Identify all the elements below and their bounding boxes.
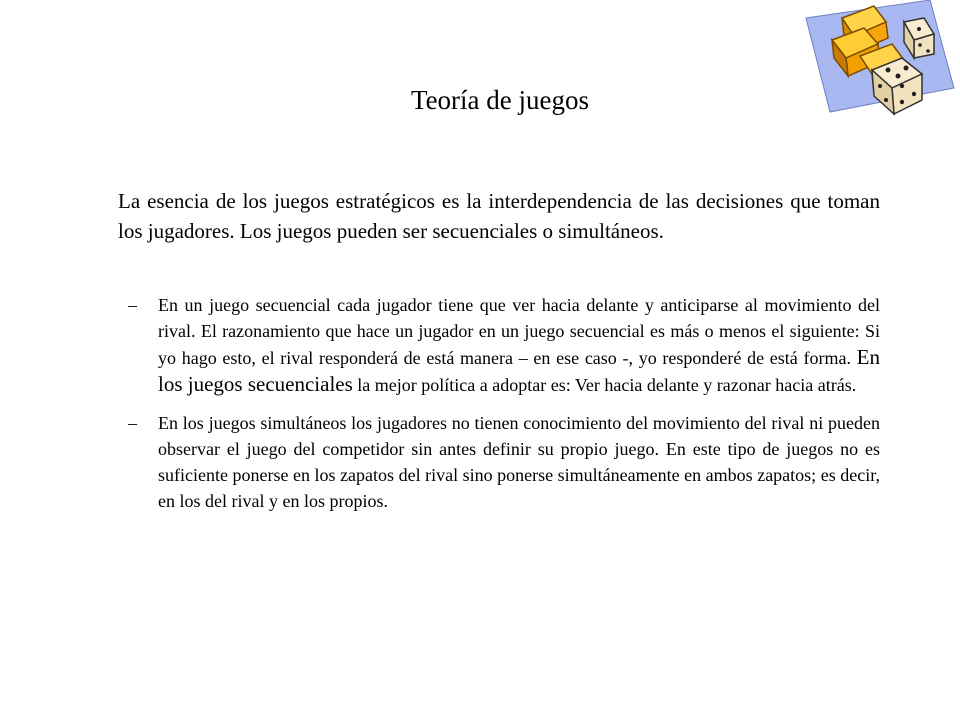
intro-paragraph: La esencia de los juegos estratégicos es la interdependencia de las decisiones que toman los jugadores. Los juegos pueden ser secuenciales o simultáneos. <box>118 189 880 243</box>
bullet-sequential-games <box>128 292 880 398</box>
bullet-list <box>128 292 880 514</box>
bullet-dash: – <box>128 413 137 433</box>
slide-title: Teoría de juegos <box>410 85 590 115</box>
bullet-text-part-2: la mejor política a adoptar es: Ver hacia delante y razonar hacia atrás. <box>352 375 857 395</box>
bullet-dash: – <box>128 295 137 315</box>
bullet-text-part-1: En un juego secuencial cada jugador tiene que ver hacia delante y anticiparse al movimiento del rival. El razonamiento que hace un jugador en un juego secuencial es más o menos el siguiente: Si yo hago esto, el rival responderá de está manera – en ese caso -, yo responderé de está forma. <box>158 295 880 368</box>
bullet-simultaneous-games <box>128 410 880 514</box>
bullet-text-emphasis: En los juegos secuenciales <box>158 345 880 396</box>
bullet-text: En los juegos simultáneos los jugadores no tienen conocimiento del movimiento del rival ni pueden observar el juego del competidor sin antes definir su propio juego. En este tipo de juegos no es suficiente ponerse en los zapatos del rival sino ponerse simultáneamente en ambos zapatos; es decir, en los del rival y en los propios. <box>158 413 880 511</box>
